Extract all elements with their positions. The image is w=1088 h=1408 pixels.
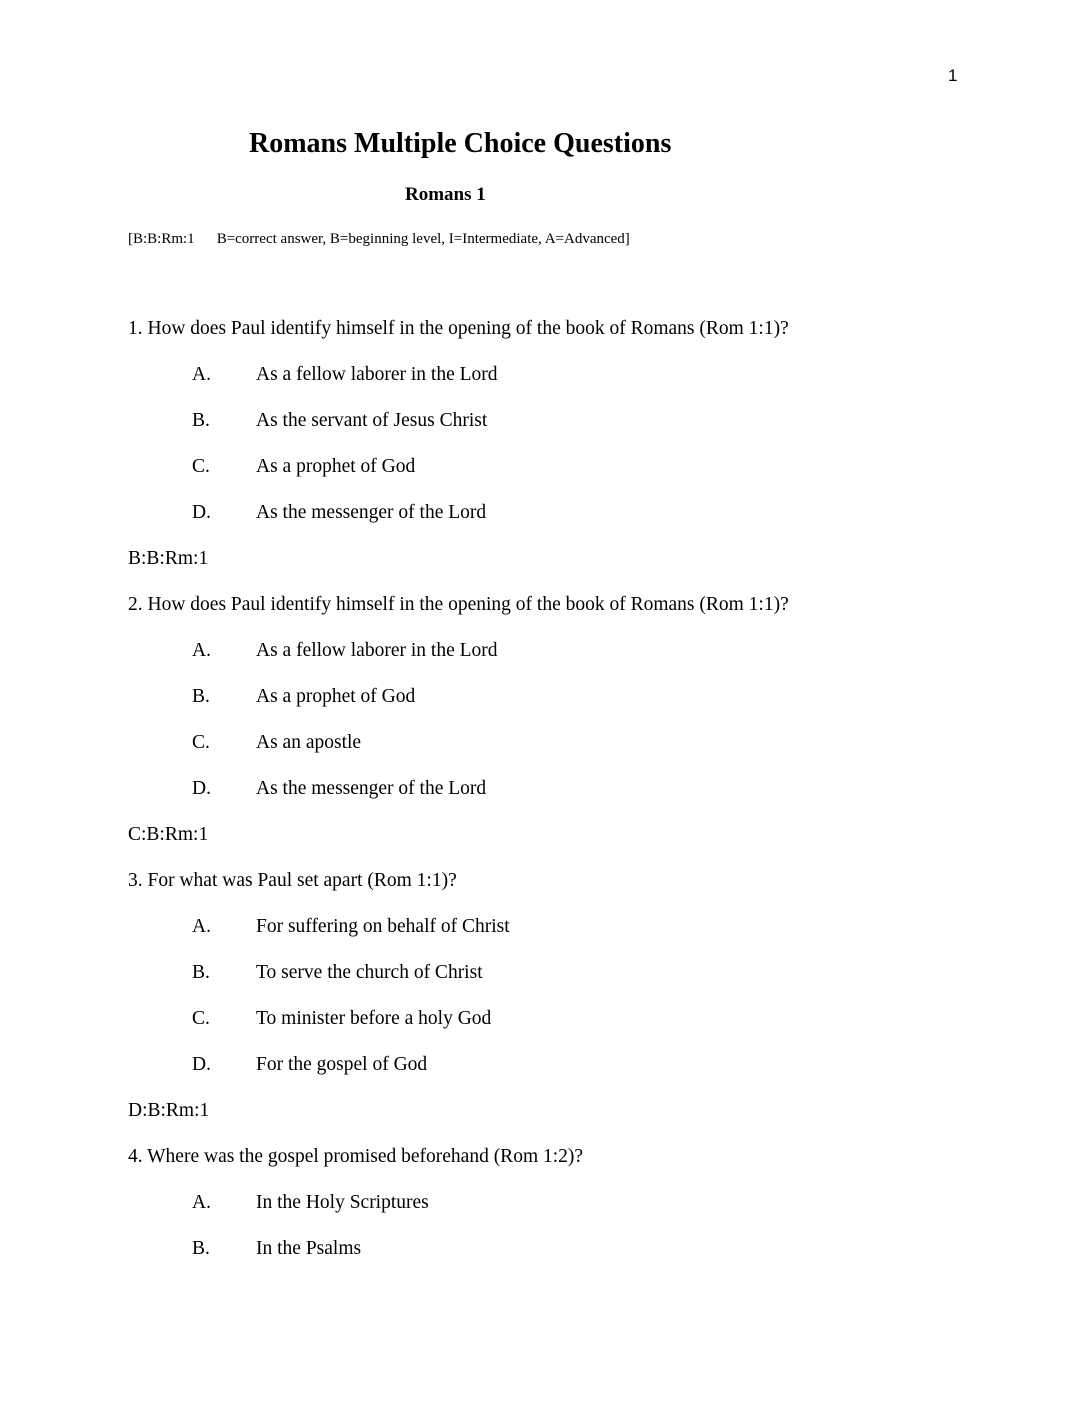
- option-letter: C.: [192, 732, 210, 753]
- option-text: As the messenger of the Lord: [256, 502, 487, 523]
- question-text: 3. For what was Paul set apart (Rom 1:1)?: [128, 870, 457, 891]
- option-text: In the Psalms: [256, 1238, 362, 1259]
- question-text: 2. How does Paul identify himself in the opening of the book of Romans (Rom 1:1)?: [128, 594, 789, 615]
- option-text: As the servant of Jesus Christ: [256, 410, 488, 431]
- answer-option: [128, 1008, 1028, 1054]
- option-letter: B.: [192, 962, 210, 983]
- question-text: 1. How does Paul identify himself in the opening of the book of Romans (Rom 1:1)?: [128, 318, 789, 339]
- option-text: For the gospel of God: [256, 1054, 428, 1075]
- answer-option: [128, 1192, 1028, 1238]
- answer-option: [128, 1238, 1028, 1284]
- option-text: As a fellow laborer in the Lord: [256, 364, 498, 385]
- option-text: To minister before a holy God: [256, 1008, 492, 1029]
- answer-option: [128, 778, 1028, 824]
- option-letter: B.: [192, 686, 210, 707]
- option-text: For suffering on behalf of Christ: [256, 916, 510, 937]
- answer-option: [128, 1054, 1028, 1100]
- option-letter: A.: [192, 364, 211, 385]
- option-text: In the Holy Scriptures: [256, 1192, 429, 1213]
- option-text: As an apostle: [256, 732, 362, 753]
- chapter-subtitle: Romans 1: [405, 184, 486, 205]
- question-block-1: [128, 318, 1028, 594]
- option-letter: B.: [192, 1238, 210, 1259]
- option-text: As a prophet of God: [256, 686, 416, 707]
- option-letter: D.: [192, 502, 211, 523]
- answer-option: [128, 456, 1028, 502]
- answer-option: [128, 364, 1028, 410]
- answer-key-legend: [128, 231, 630, 248]
- option-letter: A.: [192, 916, 211, 937]
- option-letter: B.: [192, 410, 210, 431]
- option-letter: D.: [192, 1054, 211, 1075]
- answer-code: C:B:Rm:1: [128, 824, 209, 845]
- option-letter: D.: [192, 778, 211, 799]
- answer-code: B:B:Rm:1: [128, 548, 209, 569]
- option-text: As the messenger of the Lord: [256, 778, 487, 799]
- answer-option: [128, 502, 1028, 548]
- answer-code: D:B:Rm:1: [128, 1100, 210, 1121]
- option-text: As a prophet of God: [256, 456, 416, 477]
- question-block-4: [128, 1146, 1028, 1284]
- question-block-2: [128, 594, 1028, 870]
- question-block-3: [128, 870, 1028, 1146]
- answer-option: [128, 640, 1028, 686]
- page-number: 1: [948, 66, 958, 85]
- answer-option: [128, 686, 1028, 732]
- answer-option: [128, 916, 1028, 962]
- question-text: 4. Where was the gospel promised beforehand (Rom 1:2)?: [128, 1146, 584, 1167]
- option-text: To serve the church of Christ: [256, 962, 483, 983]
- option-letter: A.: [192, 640, 211, 661]
- option-letter: C.: [192, 456, 210, 477]
- legend-code: [B:B:Rm:1: [128, 231, 195, 247]
- option-letter: C.: [192, 1008, 210, 1029]
- answer-option: [128, 962, 1028, 1008]
- option-text: As a fellow laborer in the Lord: [256, 640, 498, 661]
- answer-option: [128, 732, 1028, 778]
- answer-option: [128, 410, 1028, 456]
- page-title: Romans Multiple Choice Questions: [249, 128, 672, 159]
- legend-description: B=correct answer, B=beginning level, I=Intermediate, A=Advanced]: [216, 231, 630, 247]
- option-letter: A.: [192, 1192, 211, 1213]
